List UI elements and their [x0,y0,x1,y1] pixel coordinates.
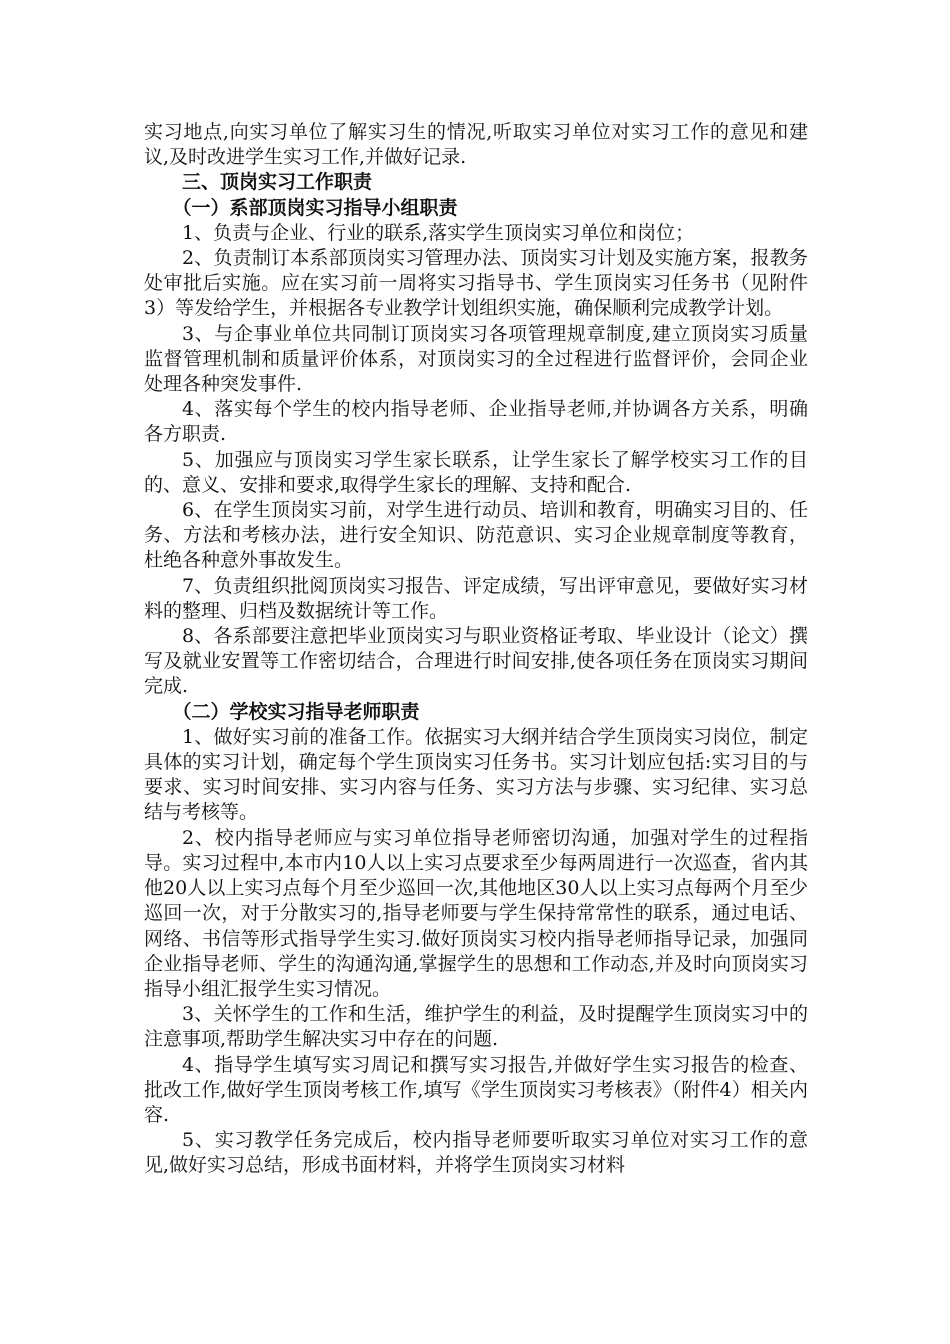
subsection1-item-4: 4、落实每个学生的校内指导老师、企业指导老师,并协调各方关系，明确各方职责. [144,398,808,446]
subsection1-item-8: 8、各系部要注意把毕业顶岗实习与职业资格证考取、毕业设计（论文）撰写及就业安置等工作密切结合，合理进行时间安排,使各项任务在顶岗实习期间完成. [144,625,808,698]
subsection-title-1: （一）系部顶岗实习指导小组职责 [172,196,458,219]
subsection1-item-1: 1、负责与企业、行业的联系,落实学生顶岗实习单位和岗位； [182,221,695,244]
subsection1-item-5: 5、加强应与顶岗实习学生家长联系，让学生家长了解学校实习工作的目的、意义、安排和要求,取得学生家长的理解、支持和配合. [144,448,808,496]
intro-paragraph: 实习地点,向实习单位了解实习生的情况,听取实习单位对实习工作的意见和建议,及时改进学生实习工作,并做好记录. [144,121,808,169]
subsection-title-2: （二）学校实习指导老师职责 [172,700,420,723]
subsection1-item-7: 7、负责组织批阅顶岗实习报告、评定成绩，写出评审意见，要做好实习材料的整理、归档及数据统计等工作。 [144,574,808,622]
subsection1-item-3: 3、与企事业单位共同制订顶岗实习各项管理规章制度,建立顶岗实习质量监督管理机制和质量评价体系，对顶岗实习的全过程进行监督评价，会同企业处理各种突发事件. [144,322,808,396]
subsection2-item-1: 1、做好实习前的准备工作。依据实习大纲并结合学生顶岗实习岗位，制定具体的实习计划，确定每个学生顶岗实习任务书。实习计划应包括:实习目的与要求、实习时间安排、实习内容与任务、实习方法与步骤、实习纪律、实习总结与考核等。 [144,725,808,824]
subsection1-item-6: 6、在学生顶岗实习前，对学生进行动员、培训和教育，明确实习目的、任务、方法和考核办法，进行安全知识、防范意识、实习企业规章制度等教育，杜绝各种意外事故发生。 [144,499,808,572]
subsection2-item-4: 4、指导学生填写实习周记和撰写实习报告,并做好学生实习报告的检查、批改工作,做好学生顶岗考核工作,填写《学生顶岗实习考核表》（附件4）相关内容. [144,1053,808,1126]
subsection2-item-2: 2、校内指导老师应与实习单位指导老师密切沟通，加强对学生的过程指导。实习过程中,本市内10人以上实习点要求至少每两周进行一次巡查，省内其他20人以上实习点每个月至少巡回一次,其他地区30人以上实习点每两个月至少巡回一次，对于分散实习的,指导老师要与学生保持常常性的联系，通过电话、网络、书信等形式指导学生实习.做好顶岗实习校内指导老师指导记录，加强同企业指导老师、学生的沟通沟通,掌握学生的思想和工作动态,并及时向顶岗实习指导小组汇报学生实习情况。 [144,826,808,1000]
subsection1-item-2: 2、负责制订本系部顶岗实习管理办法、顶岗实习计划及实施方案，报教务处审批后实施。应在实习前一周将实习指导书、学生顶岗实习任务书（见附件3）等发给学生，并根据各专业教学计划组织实施，确保顺利完成教学计划。 [144,247,808,320]
subsection2-item-3: 3、关怀学生的工作和生活，维护学生的利益，及时提醒学生顶岗实习中的注意事项,帮助学生解决实习中存在的问题. [144,1003,808,1051]
section-title: 三、顶岗实习工作职责 [182,171,373,194]
document-page [144,120,808,1179]
subsection2-item-5: 5、实习教学任务完成后，校内指导老师要听取实习单位对实习工作的意见,做好实习总结，形成书面材料，并将学生顶岗实习材料 [144,1129,808,1177]
